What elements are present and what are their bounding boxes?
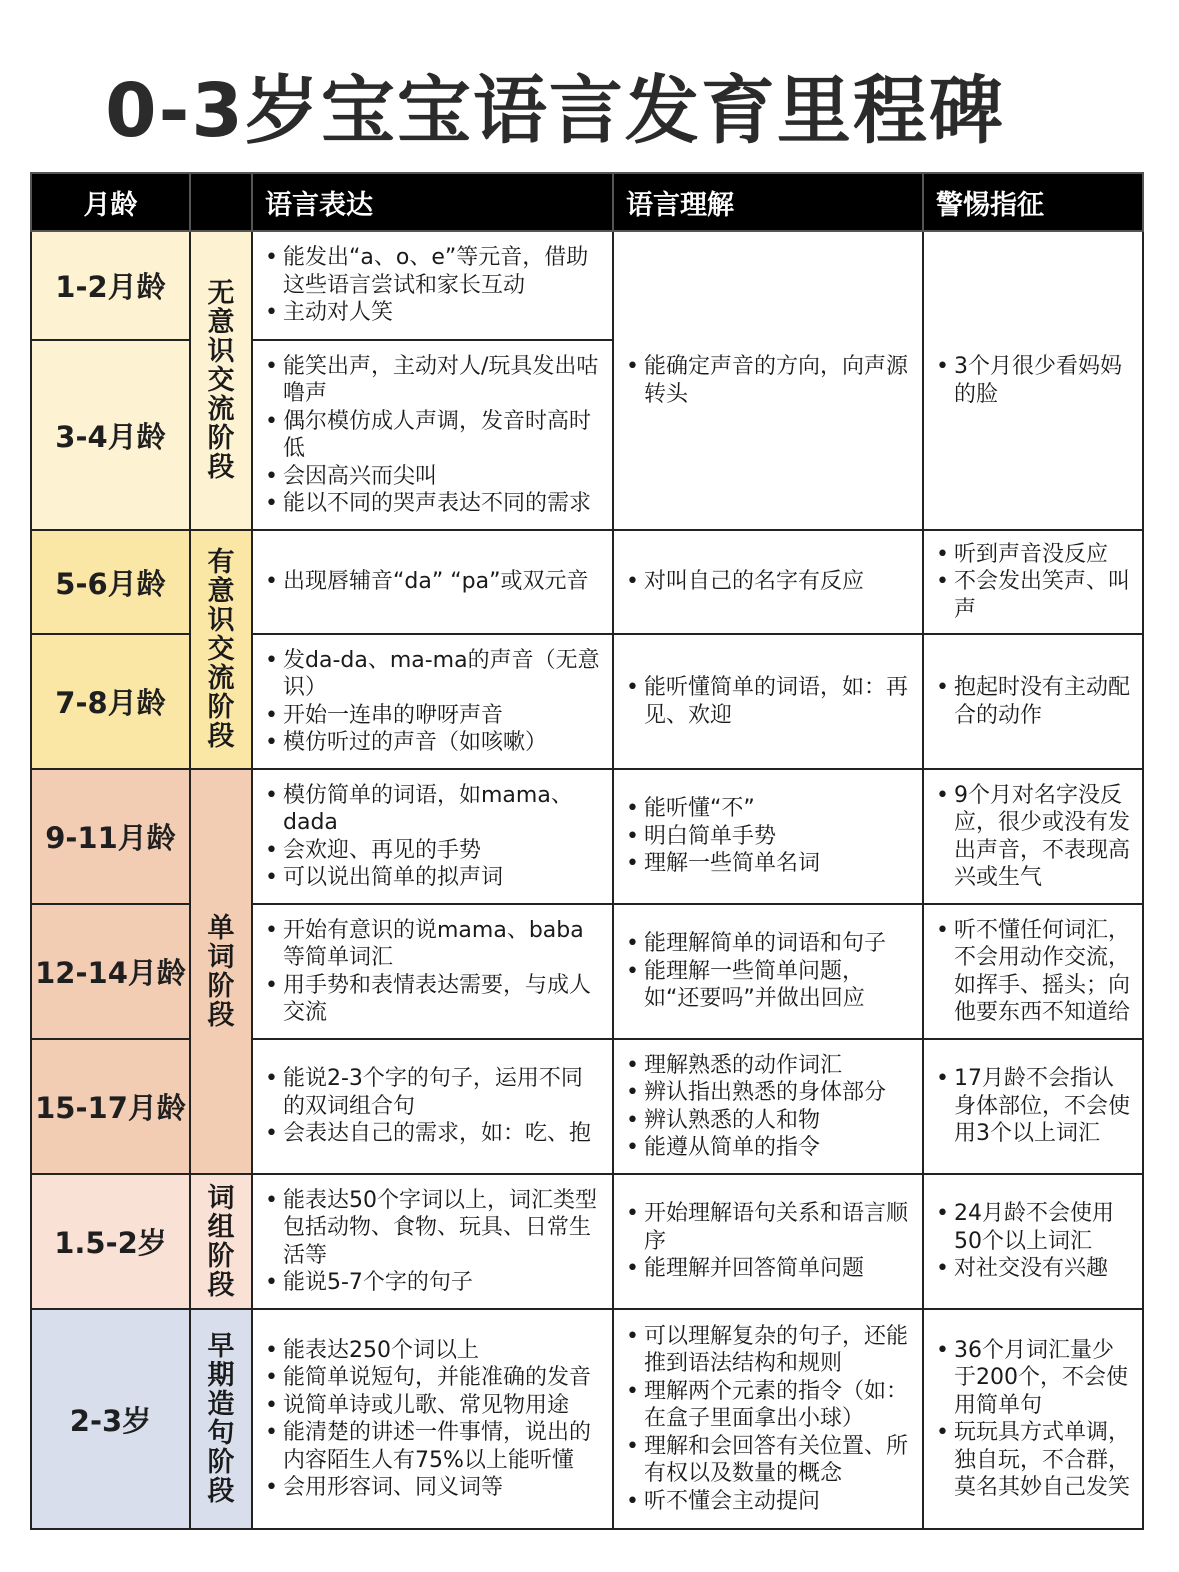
- expression-list: [261, 917, 604, 1027]
- expression-cell: [252, 231, 613, 340]
- list-item: • 能理解并回答简单问题: [622, 1255, 914, 1283]
- stage-label: 早期造句阶段: [207, 1331, 235, 1507]
- warning-cell: [923, 634, 1143, 769]
- month-cell: 1.5-2岁: [31, 1174, 190, 1309]
- list-item: • 能简单说短句，并能准确的发音: [261, 1364, 604, 1392]
- comprehension-cell: [613, 904, 923, 1039]
- list-item: • 主动对人笑: [261, 299, 604, 327]
- header-expression: 语言表达: [252, 173, 613, 231]
- list-item: • 能清楚的讲述一件事情，说出的内容陌生人有75%以上能听懂: [261, 1419, 604, 1474]
- expression-cell: [252, 1309, 613, 1529]
- expression-cell: [252, 1039, 613, 1174]
- header-comprehension: 语言理解: [613, 173, 923, 231]
- list-item: • 对社交没有兴趣: [932, 1255, 1134, 1283]
- expression-cell: [252, 340, 613, 530]
- list-item: • 听到声音没反应: [932, 541, 1134, 569]
- list-item: • 听不懂任何词汇，不会用动作交流，如挥手、摇头；向他要东西不知道给: [932, 917, 1134, 1027]
- expression-list: [261, 1337, 604, 1502]
- stage-label: 有意识交流阶段: [207, 547, 235, 752]
- list-item: • 模仿听过的声音（如咳嗽）: [261, 729, 604, 757]
- expression-list: [261, 1065, 604, 1148]
- list-item: • 会因高兴而尖叫: [261, 463, 604, 491]
- comprehension-cell: [613, 769, 923, 904]
- list-item: • 会表达自己的需求，如：吃、抱: [261, 1120, 604, 1148]
- warning-list: [932, 782, 1134, 892]
- month-cell: 12-14月龄: [31, 904, 190, 1039]
- warning-cell: [923, 904, 1143, 1039]
- list-item: • 开始有意识的说mama、baba等简单词汇: [261, 917, 604, 972]
- comprehension-list: [622, 1200, 914, 1283]
- list-item: • 能笑出声，主动对人/玩具发出咕噜声: [261, 353, 604, 408]
- list-item: • 用手势和表情表达需要，与成人交流: [261, 972, 604, 1027]
- table-row: [31, 769, 1143, 904]
- expression-list: [261, 782, 604, 892]
- list-item: • 3个月很少看妈妈的脸: [932, 353, 1134, 408]
- list-item: • 开始理解语句关系和语言顺序: [622, 1200, 914, 1255]
- list-item: • 理解和会回答有关位置、所有权以及数量的概念: [622, 1433, 914, 1488]
- list-item: • 出现唇辅音“da” “pa”或双元音: [261, 568, 604, 596]
- expression-list: [261, 568, 604, 596]
- stage-label: 无意识交流阶段: [207, 278, 235, 483]
- warning-list: [932, 917, 1134, 1027]
- list-item: • 能说2-3个字的句子，运用不同的双词组合句: [261, 1065, 604, 1120]
- list-item: • 17月龄不会指认身体部位，不会使用3个以上词汇: [932, 1065, 1134, 1148]
- stage-cell: [190, 1309, 252, 1529]
- list-item: • 能说5-7个字的句子: [261, 1269, 604, 1297]
- page-title: 0-3岁宝宝语言发育里程碑: [105, 68, 1005, 154]
- expression-cell: [252, 530, 613, 634]
- comprehension-cell: [613, 530, 923, 634]
- comprehension-list: [622, 568, 914, 596]
- stage-label: 词组阶段: [207, 1182, 235, 1301]
- header-stage: [190, 173, 252, 231]
- list-item: • 能表达50个字词以上，词汇类型包括动物、食物、玩具、日常生活等: [261, 1187, 604, 1270]
- comprehension-cell: [613, 634, 923, 769]
- warning-list: [932, 1065, 1134, 1148]
- list-item: • 对叫自己的名字有反应: [622, 568, 914, 596]
- list-item: • 9个月对名字没反应，很少或没有发出声音，不表现高兴或生气: [932, 782, 1134, 892]
- warning-cell: [923, 1174, 1143, 1309]
- month-cell: 5-6月龄: [31, 530, 190, 634]
- list-item: • 不会发出笑声、叫声: [932, 568, 1134, 623]
- list-item: • 模仿简单的词语，如mama、dada: [261, 782, 604, 837]
- list-item: • 能理解一些简单问题，如“还要吗”并做出回应: [622, 958, 914, 1013]
- warning-cell: [923, 530, 1143, 634]
- month-cell: 15-17月龄: [31, 1039, 190, 1174]
- comprehension-list: [622, 930, 914, 1013]
- warning-list: [932, 1200, 1134, 1283]
- comprehension-cell: [613, 1309, 923, 1529]
- warning-list: [932, 1337, 1134, 1502]
- stage-label: 单词阶段: [207, 912, 235, 1031]
- list-item: • 可以理解复杂的句子，还能推到语法结构和规则: [622, 1323, 914, 1378]
- list-item: • 理解一些简单名词: [622, 850, 914, 878]
- warning-cell: [923, 1309, 1143, 1529]
- list-item: • 开始一连串的咿呀声音: [261, 702, 604, 730]
- list-item: • 36个月词汇量少于200个，不会使用简单句: [932, 1337, 1134, 1420]
- stage-cell: [190, 769, 252, 1174]
- list-item: • 能以不同的哭声表达不同的需求: [261, 490, 604, 518]
- list-item: • 能表达250个词以上: [261, 1337, 604, 1365]
- month-cell: 1-2月龄: [31, 231, 190, 340]
- comprehension-list: [622, 1323, 914, 1516]
- comprehension-list: [622, 795, 914, 878]
- month-cell: 9-11月龄: [31, 769, 190, 904]
- list-item: • 辨认指出熟悉的身体部分: [622, 1079, 914, 1107]
- expression-cell: [252, 769, 613, 904]
- list-item: • 能确定声音的方向，向声源转头: [622, 353, 914, 408]
- table-row: [31, 1174, 1143, 1309]
- month-cell: 3-4月龄: [31, 340, 190, 530]
- expression-list: [261, 647, 604, 757]
- list-item: • 偶尔模仿成人声调，发音时高时低: [261, 408, 604, 463]
- expression-list: [261, 244, 604, 327]
- expression-cell: [252, 1174, 613, 1309]
- comprehension-cell: [613, 1174, 923, 1309]
- header-month: 月龄: [31, 173, 190, 231]
- comprehension-list: [622, 1052, 914, 1162]
- warning-cell: [923, 769, 1143, 904]
- expression-list: [261, 353, 604, 518]
- list-item: • 听不懂会主动提问: [622, 1488, 914, 1516]
- list-item: • 24月龄不会使用50个以上词汇: [932, 1200, 1134, 1255]
- warning-list: [932, 674, 1134, 729]
- list-item: • 理解熟悉的动作词汇: [622, 1052, 914, 1080]
- list-item: • 抱起时没有主动配合的动作: [932, 674, 1134, 729]
- header-warning: 警惕指征: [923, 173, 1143, 231]
- list-item: • 辨认熟悉的人和物: [622, 1107, 914, 1135]
- table-row: [31, 231, 1143, 340]
- expression-cell: [252, 634, 613, 769]
- expression-cell: [252, 904, 613, 1039]
- month-cell: 7-8月龄: [31, 634, 190, 769]
- list-item: • 能听懂简单的词语，如：再见、欢迎: [622, 674, 914, 729]
- list-item: • 可以说出简单的拟声词: [261, 864, 604, 892]
- month-cell: 2-3岁: [31, 1309, 190, 1529]
- list-item: • 能理解简单的词语和句子: [622, 930, 914, 958]
- table-header-row: [31, 173, 1143, 231]
- stage-cell: [190, 530, 252, 769]
- list-item: • 能发出“a、o、e”等元音，借助这些语言尝试和家长互动: [261, 244, 604, 299]
- warning-cell: [923, 231, 1143, 530]
- list-item: • 能遵从简单的指令: [622, 1134, 914, 1162]
- comprehension-cell: [613, 231, 923, 530]
- list-item: • 能听懂“不”: [622, 795, 914, 823]
- list-item: • 玩玩具方式单调，独自玩，不合群，莫名其妙自己发笑: [932, 1419, 1134, 1502]
- warning-cell: [923, 1039, 1143, 1174]
- table-row: [31, 1309, 1143, 1529]
- milestone-table: [30, 172, 1144, 1530]
- stage-cell: [190, 1174, 252, 1309]
- stage-cell: [190, 231, 252, 530]
- list-item: • 理解两个元素的指令（如：在盒子里面拿出小球）: [622, 1378, 914, 1433]
- comprehension-cell: [613, 1039, 923, 1174]
- list-item: • 明白简单手势: [622, 823, 914, 851]
- expression-list: [261, 1187, 604, 1297]
- table-row: [31, 530, 1143, 634]
- warning-list: [932, 353, 1134, 408]
- list-item: • 发da-da、ma-ma的声音（无意识）: [261, 647, 604, 702]
- list-item: • 会用形容词、同义词等: [261, 1474, 604, 1502]
- list-item: • 说简单诗或儿歌、常见物用途: [261, 1392, 604, 1420]
- comprehension-list: [622, 674, 914, 729]
- warning-list: [932, 541, 1134, 624]
- comprehension-list: [622, 353, 914, 408]
- list-item: • 会欢迎、再见的手势: [261, 837, 604, 865]
